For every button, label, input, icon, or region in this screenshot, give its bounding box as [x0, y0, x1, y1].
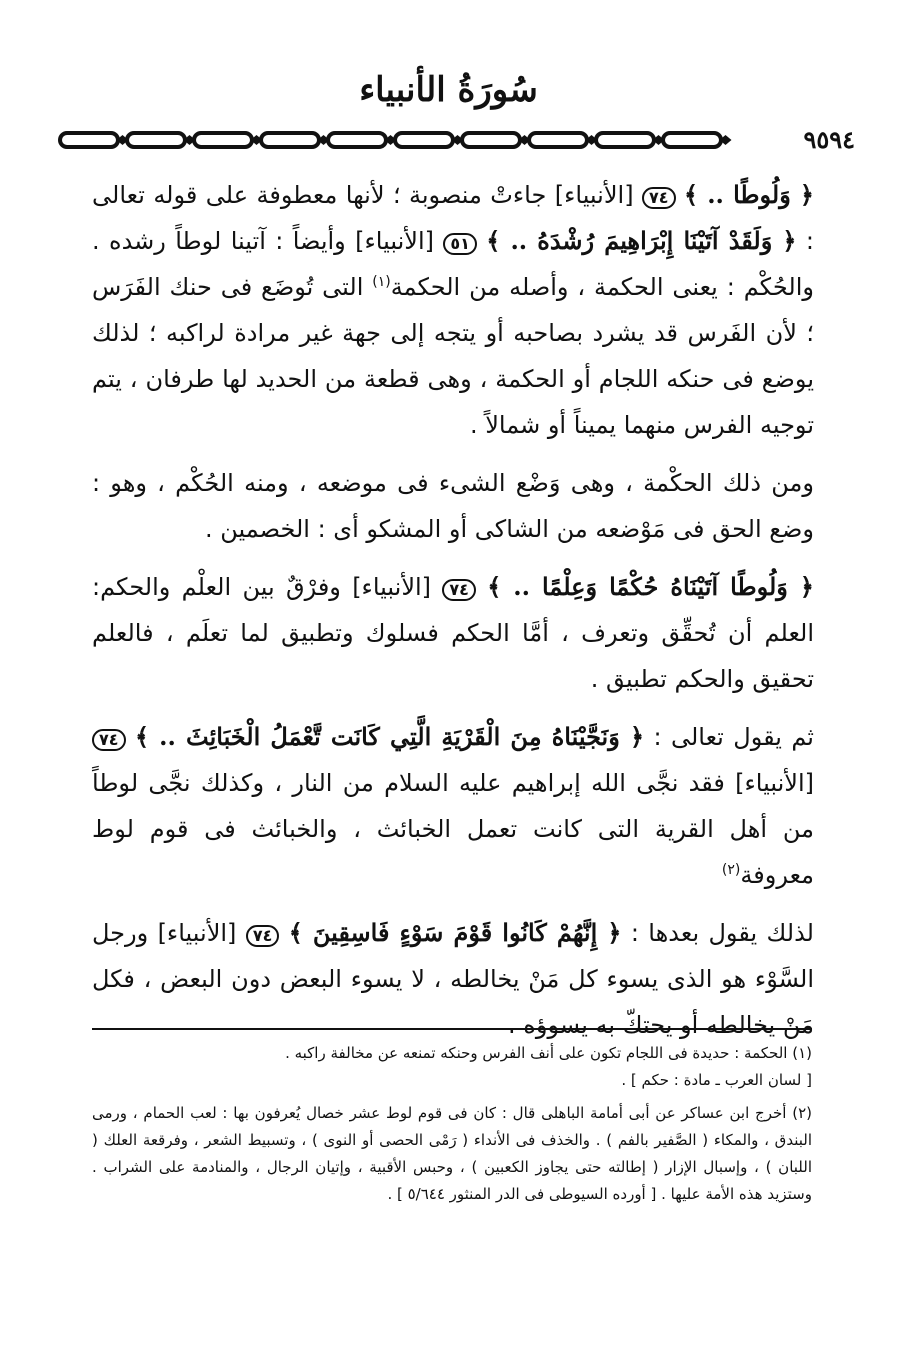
footnote-1 — [92, 1040, 812, 1094]
quran-verse: ﴿ وَلُوطًا آتَيْنَاهُ حُكْمًا وَعِلْمًا .. ﴾ — [487, 572, 814, 601]
paragraph-text: [الأنبياء] وفرْقٌ بين العلْم والحكم: العلم أن تُحقِّق وتعرف ، أمَّا الحكم فسلوك وتطبيق لما تعلَم ، فالعلم تحقيق والحكم تطبيق . — [92, 573, 814, 693]
chain-link — [596, 133, 654, 147]
quran-verse: ﴿ وَلُوطًا .. ﴾ — [683, 180, 814, 209]
footnote-divider — [92, 1028, 812, 1030]
chain-link — [663, 133, 721, 147]
paragraph-1 — [92, 172, 814, 448]
paragraph-2: ومن ذلك الحكْمة ، وهى وَضْع الشىء فى موضعه ، ومنه الحُكْم ، وهو : وضع الحق فى مَوْضعه من الشاكى أو المشكو أى : الخصمين . — [92, 469, 814, 543]
chain-link — [194, 133, 252, 147]
chain-border-icon — [56, 128, 826, 164]
paragraph-text: ثم يقول تعالى : — [653, 723, 814, 751]
footnote-marker: (٢) — [721, 862, 741, 878]
footnotes — [92, 1040, 812, 1214]
chain-link — [529, 133, 587, 147]
chain-link — [261, 133, 319, 147]
main-text — [92, 172, 814, 1060]
ornamental-border — [56, 128, 826, 164]
paragraph-text: لذلك يقول بعدها : — [630, 919, 814, 947]
paragraph-text: [الأنبياء] وأيضاً : آتينا لوطاً رشده . والحُكْم : يعنى الحكمة ، وأصله من الحكمة — [92, 227, 814, 301]
paragraph-text: [الأنبياء] ورجل السَّوْء هو الذى يسوء كل مَنْ يخالطه ، لا يسوء البعض دون البعض ، فكل مَنْ يخالطه أو يحتكّ به يسوؤه . — [92, 919, 814, 1039]
ayah-number-badge: ٥١ — [443, 233, 477, 255]
footnote-source: [ لسان العرب ـ مادة : حكم ] . — [621, 1071, 812, 1089]
quran-verse: ﴿ وَنَجَّيْنَاهُ مِنَ الْقَرْيَةِ الَّتِي كَانَت تَّعْمَلُ الْخَبَائِثَ .. ﴾ — [134, 722, 645, 751]
paragraph-text: [الأنبياء] جاءتْ منصوبة ؛ لأنها معطوفة على قوله تعالى : — [92, 181, 814, 255]
chain-link — [395, 133, 453, 147]
paragraph-4 — [92, 714, 814, 898]
chain-link — [462, 133, 520, 147]
ayah-number-badge: ٧٤ — [92, 729, 126, 751]
paragraph-text: [الأنبياء] فقد نجَّى الله إبراهيم عليه السلام من النار ، وكذلك نجَّى لوطاً من أهل القرية التى كانت تعمل الخبائث ، والخبائث فى قوم لوط معروفة — [92, 769, 814, 889]
chain-link — [127, 133, 185, 147]
ayah-number-badge: ٧٤ — [642, 187, 676, 209]
paragraph-3 — [92, 564, 814, 702]
ayah-number-badge: ٧٤ — [442, 579, 476, 601]
footnote-2: (٢) أخرج ابن عساكر عن أبى أمامة الباهلى قال : كان فى قوم لوط عشر خصال يُعرفون بها : لعب الحمام ، ورمى البندق ، والمكاء ( الصَّفير بالفم ) . والخذف فى الأنداء ( رَمْى الحصى أو النوى ) ، وتسبيط الشعر ، وفرقعة العلك ( اللبان ) ، وإسبال الإزار ( إطالته حتى يجاوز الكعبين ) ، وحبس الأقبية ، وإتيان الرجال ، والمنادمة على الشراب . وستزيد هذه الأمة عليها . [ أورده السيوطى فى الدر المنثور ٥/٦٤٤ ] . — [92, 1104, 812, 1203]
page-number: ٩٥٩٤ — [799, 128, 859, 152]
footnote-text: (١) الحكمة : حديدة فى اللجام تكون على أنف الفرس وحنكه تمنعه عن مخالفة راكبه . — [285, 1044, 812, 1062]
quran-verse: ﴿ إِنَّهُمْ كَانُوا قَوْمَ سَوْءٍ فَاسِقِينَ ﴾ — [288, 918, 622, 947]
surah-title: سُورَةُ الأنبياء — [359, 70, 538, 110]
footnote-marker: (١) — [372, 274, 391, 290]
chain-link — [328, 133, 386, 147]
paragraph-text: التى تُوضَع فى حنك الفَرَس ؛ لأن الفَرس قد يشرد بصاحبه أو يتجه إلى جهة غير مرادة لراكبه ؛ لذلك يوضع فى حنكه اللجام أو الحكمة ، وهى قطعة من الحديد لها طرفان ، يتم توجيه الفرس منهما يميناً أو شمالاً . — [92, 273, 814, 439]
chain-link — [60, 133, 118, 147]
quran-verse: ﴿ وَلَقَدْ آتَيْنَا إِبْرَاهِيمَ رُشْدَهُ .. ﴾ — [486, 226, 797, 255]
ayah-number-badge: ٧٤ — [246, 925, 280, 947]
